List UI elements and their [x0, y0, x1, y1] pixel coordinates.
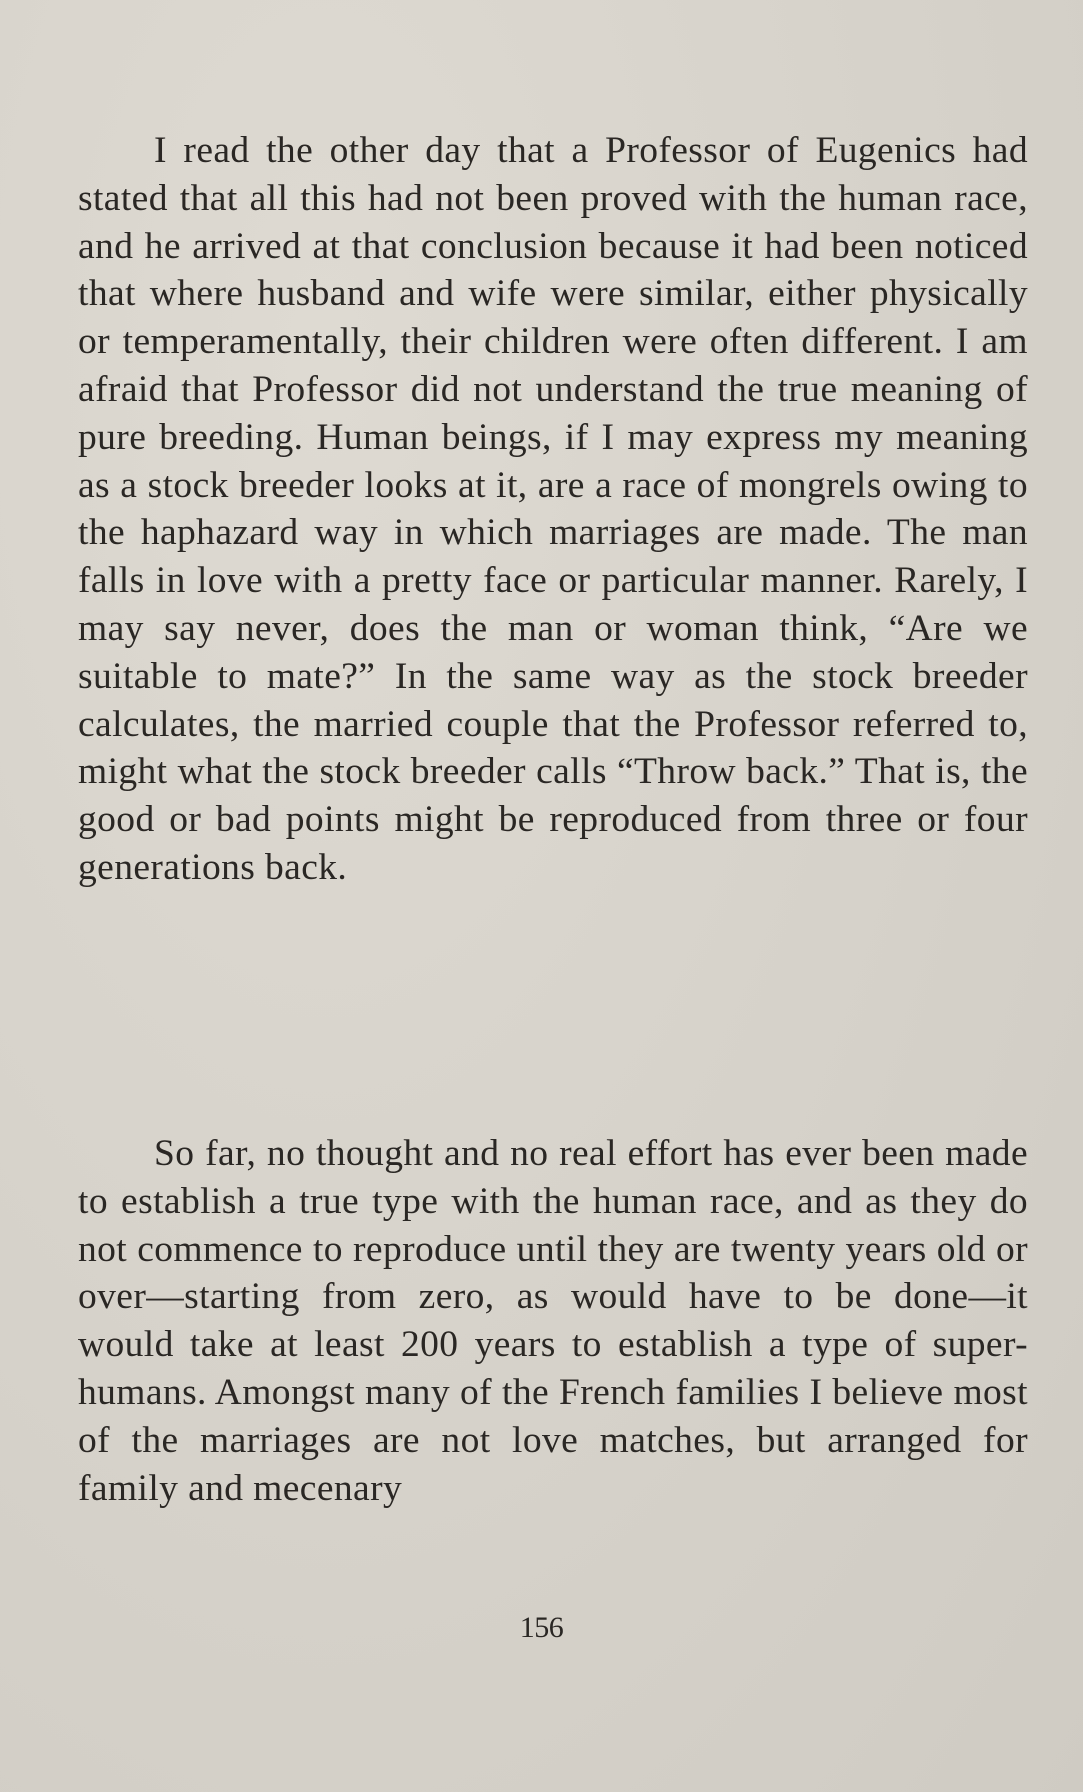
paragraph-text: So far, no thought and no real effort has ever been made to establish a true type with the human race, and as they do not commence to reproduce until they are twenty years old or over—starting from zero, as would have to be done—it would take at least 200 years to establish a type of super-humans. Amongst many of the French families I believe most of the marriages are not love matches, but arranged for family and mecenary: [78, 1133, 1028, 1509]
paragraph-text: I read the other day that a Professor of Eugenics had stated that all this had not been proved with the human race, and he arrived at that conclusion because it had been noticed that where husband and wife were similar, either physically or temperamentally, their children were often different. I am afraid that Professor did not understand the true meaning of pure breeding. Human beings, if I may express my meaning as a stock breeder looks at it, are a race of mongrels owing to the haphazard way in which marriages are made. The man falls in love with a pretty face or particular manner. Rarely, I may say never, does the man or woman think, “Are we suitable to mate?” In the same way as the stock breeder calculates, the married couple that the Professor referred to, might what the stock breeder calls “Throw back.” That is, the good or bad points might be reproduced from three or four generations back.: [78, 130, 1028, 888]
paragraph-true-type: [78, 1130, 1028, 1512]
paragraph-eugenics-professor: [78, 127, 1028, 892]
page-number: 156: [519, 1611, 564, 1644]
